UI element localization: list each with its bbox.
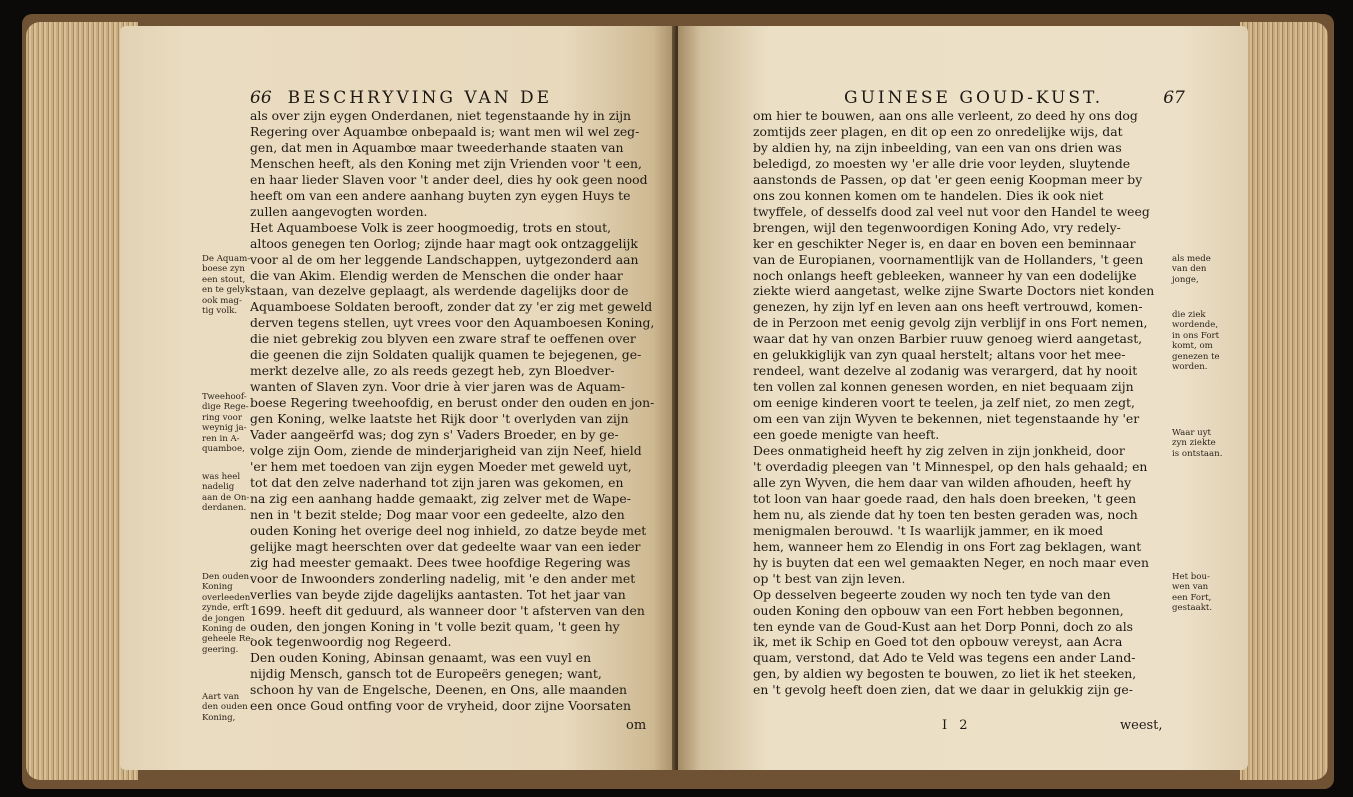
right-page (678, 26, 1248, 770)
text-line: als over zijn eygen Onderdanen, niet tegenstaande hy in zijn (250, 108, 632, 123)
margin-note-line: een stout, (202, 274, 246, 285)
left-page-number: 66 (250, 88, 272, 108)
text-line: ker en geschikter Neger is, en daar en boven een beminnaar (753, 235, 1136, 251)
text-line: aanstonds de Passen, op dat 'er geen eenig Koopman meer by (753, 171, 1143, 187)
margin-note-line: gestaakt. (1172, 603, 1213, 614)
right-margin-note (1172, 428, 1222, 459)
margin-note-line: Koning (202, 582, 233, 593)
text-line: menigmalen berouwd. 't Is waarlijk jammer, en ik moed (753, 522, 1104, 538)
text-line: brengen, wijl den tegenwoordigen Koning Ado, vry redely- (753, 219, 1121, 235)
text-line: 1699. heeft dit geduurd, als wanneer door 't afsterven van den (250, 602, 645, 618)
text-line: ouden Koning het overige deel nog inhield, zo datze beyde met (250, 522, 647, 538)
margin-note-line: Aart van (202, 692, 240, 702)
text-line: quam, verstond, dat Ado te Veld was tegens een ander Land- (753, 650, 1136, 666)
text-line: Vader aangeërfd was; dog zyn s' Vaders Broeder, en by ge- (250, 427, 619, 443)
text-line: staan, van dezelve geplaagt, als werdende dagelijks door de (250, 283, 629, 299)
margin-note-line: geering. (202, 644, 239, 655)
text-line: tot dat den zelve naderhand tot zijn jaren was gekomen, en (250, 474, 624, 490)
margin-note-line: ook mag- (202, 295, 242, 306)
text-line: een goede menigte van heeft. (753, 427, 940, 443)
text-line: nen in 't bezit stelde; Dog maar voor een gedeelte, alzo den (250, 506, 625, 522)
left-running-head: BESCHRYVING VAN DE (287, 88, 553, 108)
text-line: ouden Koning den opbouw van een Fort hebben begonnen, (753, 602, 1124, 618)
left-margin-note (202, 254, 250, 316)
text-line: beledigd, zo moesten wy 'er alle drie voor leyden, sluytende (753, 155, 1131, 171)
margin-note-line: Koning, (202, 712, 236, 723)
text-line: noch onlangs heeft gebleeken, wanneer hy van een dodelijke (753, 267, 1137, 283)
text-line: schoon hy van de Engelsche, Deenen, en Ons, alle maanden (250, 682, 628, 698)
text-line: heeft om van een andere aanhang buyten zyn eygen Huys te (250, 187, 631, 203)
margin-note-line: was heel (202, 472, 241, 482)
text-line: Het Aquamboese Volk is zeer hoogmoedig, trots en stout, (250, 219, 612, 235)
text-line: zig had meester gemaakt. Dees twee hoofdige Regering was (250, 554, 631, 570)
margin-note-line: worden. (1172, 362, 1208, 373)
right-margin-note (1172, 572, 1212, 614)
text-line: ziekte wierd aangetast, welke zijne Swarte Doctors niet konden (753, 283, 1155, 299)
margin-note-line: een Fort, (1172, 592, 1212, 603)
margin-note-line: quamboe, (202, 444, 245, 455)
text-line: Menschen heeft, als den Koning met zijn Vrienden voor 't een, (250, 155, 642, 171)
text-line: tot loon van haar goede raad, den hals doen breeken, 't geen (753, 490, 1137, 506)
margin-note-line: zyn ziekte (1172, 438, 1216, 449)
right-page-body (753, 108, 1163, 698)
right-margin-note (1172, 254, 1211, 285)
margin-note-line: Waar uyt (1172, 428, 1212, 438)
margin-note-line: van den (1172, 264, 1207, 275)
signature-mark: I 2 (942, 718, 972, 733)
left-catchword: om (626, 718, 647, 733)
right-margin-note (1172, 310, 1220, 372)
text-line: ten vollen zal konnen genesen worden, en niet bequaam zijn (753, 379, 1134, 395)
right-catchword: weest, (1120, 718, 1163, 733)
right-page-header (844, 88, 1185, 108)
text-line: alle zyn Wyven, die hem daar van wilden afhouden, heeft hy (753, 474, 1132, 490)
text-line: van de Europianen, voornamentlijk van de Hollanders, 't geen (753, 251, 1144, 267)
margin-note-line: dige Rege- (202, 402, 249, 413)
left-page-header (250, 88, 552, 108)
margin-note-line: tig volk. (202, 306, 238, 317)
text-line: genezen, hy zijn lyf en leven aan ons heeft vertrouwd, komen- (753, 299, 1143, 315)
margin-note-line: Tweehoof- (202, 392, 247, 402)
text-line: volge zijn Oom, ziende de minderjarigheid van zijn Neef, hield (250, 443, 642, 459)
left-margin-note (202, 472, 249, 514)
text-line: ons zou konnen komen om te handelen. Dies ik ook niet (753, 187, 1104, 203)
text-line: hy is buyten dat een wel gemaakten Neger, en noch maar even (753, 554, 1149, 570)
margin-note-line: in ons Fort (1172, 330, 1220, 341)
text-line: de in Perzoon met eenig gevolg zijn verblijf in ons Fort nemen, (753, 315, 1148, 331)
margin-note-line: wen van (1172, 582, 1209, 593)
left-page-body (250, 108, 670, 714)
text-line: by aldien hy, na zijn inbeelding, van een van ons drien was (753, 139, 1122, 155)
text-line: om eenige kinderen voort te teelen, ja zelf niet, zo men zegt, (753, 395, 1135, 411)
right-page-number: 67 (1163, 88, 1185, 108)
text-line: voor de Inwoonders zonderling nadelig, mit 'e den ander met (250, 570, 636, 586)
text-line: wanten of Slaven zyn. Voor drie à vier jaren was de Aquam- (250, 379, 625, 395)
text-line: Regering over Aquambœ onbepaald is; want men wil wel zeg- (250, 123, 640, 139)
text-line: gen, dat men in Aquambœ maar tweederhande staaten van (250, 139, 624, 155)
text-line: hem, wanneer hem zo Elendig in ons Fort zag beklagen, want (753, 538, 1142, 554)
text-line: ook tegenwoordig nog Regeerd. (250, 634, 452, 650)
margin-note-line: komt, om (1172, 341, 1213, 352)
text-line: zullen aangevogten worden. (250, 203, 428, 219)
left-margin-note (202, 392, 249, 454)
text-line: om hier te bouwen, aan ons alle verleent, zo deed hy ons dog (753, 108, 1138, 123)
margin-note-line: en te gelyk (202, 285, 251, 296)
left-margin-note (202, 572, 253, 655)
text-line: twyffele, of desselfs dood zal veel nut voor den Handel te weeg (753, 203, 1150, 219)
text-line: gen Koning, welke laatste het Rijk door 't overlyden van zijn (250, 411, 629, 427)
margin-note-line: genezen te (1172, 351, 1220, 362)
text-line: waar dat hy van onzen Barbier ruuw genoeg wierd aangetast, (753, 331, 1143, 347)
margin-note-line: aan de On- (202, 492, 250, 503)
text-line: boese Regering tweehoofdig, en berust onder den ouden en jon- (250, 395, 655, 411)
text-line: ouden, den jongen Koning in 't volle bezit quam, 't geen hy (250, 618, 620, 634)
right-page-stack-edge (1240, 22, 1328, 780)
left-margin-note (202, 692, 248, 723)
margin-note-line: als mede (1172, 254, 1211, 264)
text-line: 't overdadig pleegen van 't Minnespel, op den hals gehaald; en (753, 458, 1148, 474)
margin-note-line: zynde, erft (202, 603, 249, 614)
text-line: rendeel, want dezelve al zodanig was verargerd, dat hy nooit (753, 363, 1138, 379)
text-line: 'er hem met toedoen van zijn eygen Moeder met geweld uyt, (250, 458, 632, 474)
text-line: die van Akim. Elendig werden de Menschen die onder haar (250, 267, 623, 283)
text-line: Aquamboese Soldaten berooft, zonder dat zy 'er zig met geweld (250, 299, 653, 315)
text-line: nijdig Mensch, gansch tot de Europeërs genegen; want, (250, 666, 602, 682)
text-line: op 't best van zijn leven. (753, 570, 906, 586)
text-line: verlies van beyde zijde dagelijks aantasten. Tot het jaar van (250, 586, 626, 602)
margin-note-line: ren in A- (202, 433, 240, 444)
text-line: merkt dezelve alle, zo als reeds gezegt heb, zyn Bloedver- (250, 363, 615, 379)
text-line: voor al de om her leggende Landschappen, uytgezonderd aan (250, 251, 639, 267)
text-line: hem nu, als ziende dat hy toen ten besten geraden was, noch (753, 506, 1138, 522)
margin-note-line: ring voor (202, 412, 242, 423)
text-line: Den ouden Koning, Abinsan genaamt, was een vuyl en (250, 650, 592, 666)
margin-note-line: weynig ja- (202, 423, 247, 434)
text-line: en haar lieder Slaven voor 't ander deel, dies hy ook geen nood (250, 171, 648, 187)
margin-note-line: overleeden (202, 592, 251, 603)
text-line: die geenen die zijn Soldaten qualijk quamen te bejegenen, ge- (250, 347, 642, 363)
margin-note-line: nadelig (202, 482, 235, 493)
text-line: en 't gevolg heeft doen zien, dat we daar in gelukkig zijn ge- (753, 682, 1133, 698)
margin-note-line: De Aquam- (202, 254, 251, 264)
text-line: derven tegens stellen, uyt vrees voor den Aquamboesen Koning, (250, 315, 655, 331)
margin-note-line: boese zyn (202, 264, 245, 275)
text-line: om een van zijn Wyven te bekennen, niet tegenstaande hy 'er (753, 411, 1140, 427)
text-line: na zig een aanhang hadde gemaakt, zig zelver met de Wape- (250, 490, 631, 506)
margin-note-line: den ouden (202, 702, 248, 713)
margin-note-line: Koning de (202, 624, 247, 635)
margin-note-line: wordende, (1172, 320, 1219, 331)
margin-note-line: is ontstaan. (1172, 448, 1223, 459)
text-line: ik, met ik Schip en Goed tot den opbouw vereyst, aan Acra (753, 634, 1123, 650)
margin-note-line: jonge, (1172, 274, 1199, 285)
text-line: Op desselven begeerte zouden wy noch ten tyde van den (753, 586, 1111, 602)
text-line: altoos genegen ten Oorlog; zijnde haar magt ook ontzaggelijk (250, 235, 638, 251)
margin-note-line: Het bou- (1172, 572, 1210, 582)
margin-note-line: derdanen. (202, 503, 247, 514)
text-line: ten eynde van de Goud-Kust aan het Dorp Ponni, doch zo als (753, 618, 1134, 634)
text-line: gen, by aldien wy begosten te bouwen, zo liet ik het steeken, (753, 666, 1137, 682)
margin-note-line: Den ouden (202, 572, 250, 582)
margin-note-line: de jongen (202, 613, 245, 624)
text-line: Dees onmatigheid heeft hy zig zelven in zijn jonkheid, door (753, 443, 1125, 459)
margin-note-line: die ziek (1172, 310, 1206, 320)
margin-note-line: geheele Re- (202, 634, 254, 645)
left-page (120, 26, 675, 770)
right-running-head: GUINESE GOUD-KUST. (844, 88, 1104, 108)
text-line: een once Goud ontfing voor de vryheid, door zijne Voorsaten (250, 698, 631, 714)
text-line: gelijke magt heerschten over dat gedeelte waar van een ieder (250, 538, 641, 554)
text-line: die niet gebrekig zou blyven een zware straf te oeffenen over (250, 331, 636, 347)
text-line: zomtijds zeer plagen, en dit op een zo onredelijke wijs, dat (753, 123, 1123, 139)
text-line: en gelukkiglijk van zyn quaal herstelt; altans voor het mee- (753, 347, 1126, 363)
